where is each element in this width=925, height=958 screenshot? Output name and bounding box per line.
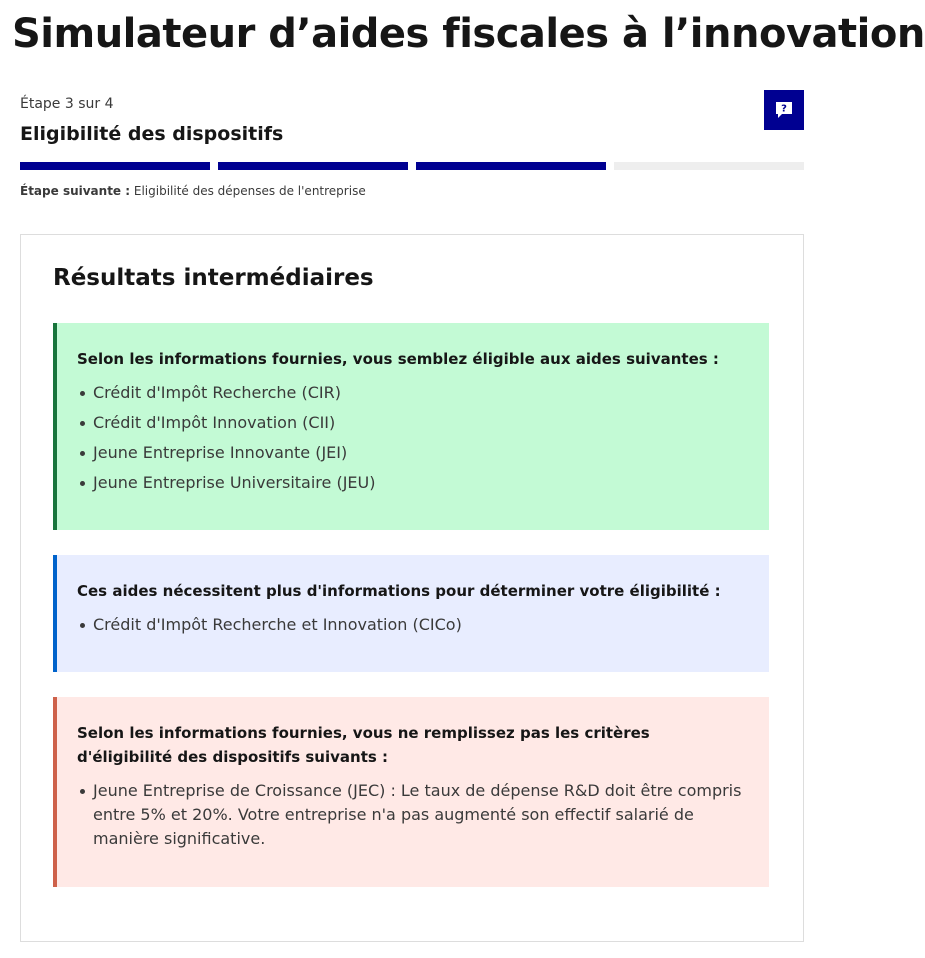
- step-progress-bar: [20, 162, 804, 170]
- not-eligible-alert: [53, 697, 769, 887]
- eligible-alert: [53, 323, 769, 530]
- question-speech-bubble-icon: [774, 100, 794, 120]
- list-item: Crédit d'Impôt Innovation (CII): [93, 411, 749, 435]
- list-item: Crédit d'Impôt Recherche et Innovation (CICo): [93, 613, 749, 637]
- list-item: Jeune Entreprise de Croissance (JEC) : Le taux de dépense R&D doit être compris entre 5% et 20%. Votre entreprise n'a pas augmenté son effectif salarié de manière significative.: [93, 779, 749, 851]
- not-eligible-heading: Selon les informations fournies, vous ne remplissez pas les critères d'éligibilité des dispositifs suivants :: [77, 724, 650, 766]
- results-card: [20, 234, 804, 942]
- needs-info-list: [77, 613, 749, 637]
- needs-info-alert: [53, 555, 769, 672]
- eligible-list: [77, 381, 749, 495]
- page-title: Simulateur d’aides fiscales à l’innovation: [12, 11, 925, 57]
- progress-segment: [20, 162, 210, 170]
- help-button[interactable]: [764, 90, 804, 130]
- needs-info-heading: Ces aides nécessitent plus d'informations pour déterminer votre éligibilité :: [77, 582, 721, 600]
- step-counter: Étape 3 sur 4: [20, 96, 114, 112]
- list-item: Crédit d'Impôt Recherche (CIR): [93, 381, 749, 405]
- next-step-label: Étape suivante :: [20, 184, 131, 198]
- eligible-heading: Selon les informations fournies, vous semblez éligible aux aides suivantes :: [77, 350, 719, 368]
- progress-segment: [614, 162, 804, 170]
- progress-segment: [218, 162, 408, 170]
- next-step-indicator: [20, 184, 366, 198]
- list-item: Jeune Entreprise Universitaire (JEU): [93, 471, 749, 495]
- next-step-value: Eligibilité des dépenses de l'entreprise: [133, 184, 366, 198]
- progress-segment: [416, 162, 606, 170]
- list-item: Jeune Entreprise Innovante (JEI): [93, 441, 749, 465]
- step-title: Eligibilité des dispositifs: [20, 123, 284, 145]
- not-eligible-list: [77, 779, 749, 851]
- results-title: Résultats intermédiaires: [53, 265, 374, 291]
- svg-text:?: ?: [781, 103, 787, 115]
